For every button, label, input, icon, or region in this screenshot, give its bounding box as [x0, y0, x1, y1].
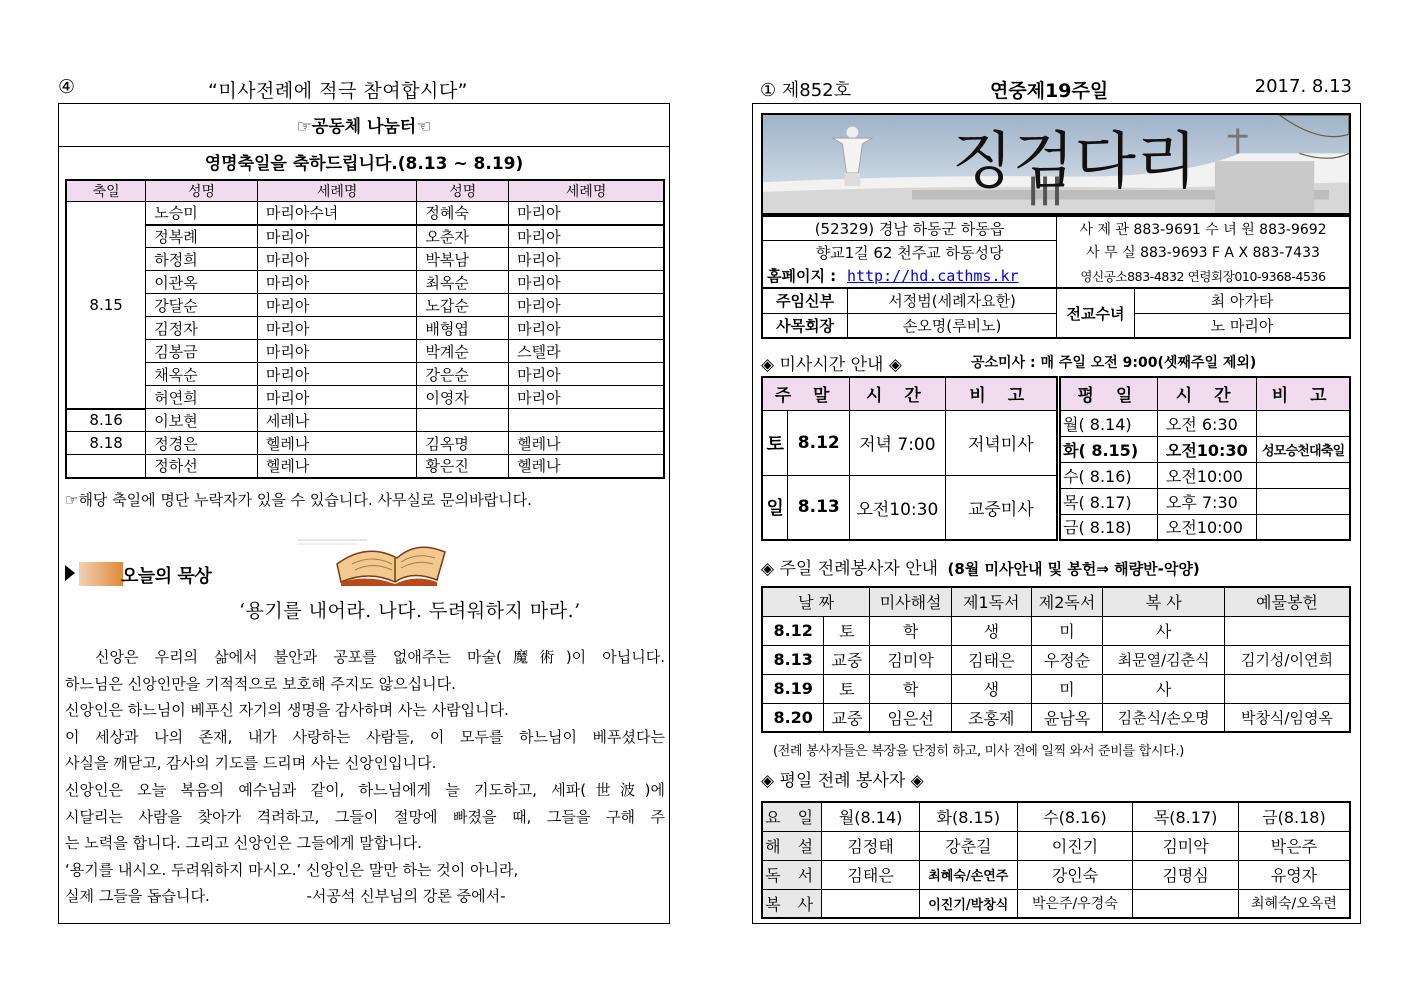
- baptismal-cell: 마리아: [509, 202, 664, 225]
- triangle-arrow-icon: [65, 565, 75, 581]
- weekday-note: [1257, 410, 1350, 436]
- header-cell: 미사해설: [870, 587, 952, 616]
- liturgical-week: 연중제19주일: [990, 80, 1109, 102]
- banner-title: 징검다리: [951, 125, 1198, 198]
- sunday-liturgy-table: [761, 586, 1351, 733]
- feast-date: 8.18: [66, 432, 146, 455]
- liturgy-cell: 최문열/김춘식: [1103, 645, 1225, 674]
- baptismal-cell: 헬레나: [509, 455, 664, 478]
- weekday-day: 월( 8.14): [1060, 410, 1157, 436]
- header-cell: 성명: [417, 180, 509, 202]
- name-cell: 최옥순: [417, 271, 509, 294]
- weekday-header-row: [1060, 377, 1350, 410]
- weekend-time: 저녁 7:00: [850, 410, 945, 475]
- weekday-liturgy-cell: 유영자: [1238, 860, 1350, 889]
- liturgy-cell: 윤남옥: [1031, 703, 1103, 732]
- name-cell: 김정자: [146, 317, 258, 340]
- table-row: [762, 410, 1057, 475]
- phone-line: 사 제 관 883-9691 수 녀 원 883-9692: [1057, 216, 1350, 240]
- table-row: [66, 202, 664, 225]
- homepage-cell: [762, 264, 1057, 288]
- feast-day-table: [65, 179, 665, 479]
- weekday-day: 수( 8.16): [1060, 462, 1157, 488]
- liturgy-cell: 학: [870, 616, 952, 645]
- name-cell: 이영자: [417, 386, 509, 409]
- table-row: [66, 248, 664, 271]
- meditation-line: 이 세상과 나의 존재, 내가 사랑하는 사람들, 이 모두를 하느님이 베푸셨다는: [65, 727, 665, 746]
- name-cell: 황은진: [417, 455, 509, 478]
- baptismal-cell: 마리아: [257, 386, 417, 409]
- liturgy-date: 8.13: [762, 645, 824, 674]
- baptismal-cell: 마리아: [509, 294, 664, 317]
- name-cell: [417, 409, 509, 432]
- liturgy-date: 8.19: [762, 674, 824, 703]
- row-label: 독 서: [762, 860, 822, 889]
- issue-date: 2017. 8.13: [1254, 76, 1352, 97]
- weekend-mass-table: [761, 376, 1058, 541]
- liturgy-type: 토: [824, 616, 870, 645]
- table-row: [1060, 436, 1350, 462]
- baptismal-cell: 마리아: [257, 317, 417, 340]
- baptismal-cell: 마리아: [257, 294, 417, 317]
- weekday-liturgy-title: ◈ 평일 전례 봉사자 ◈: [761, 771, 924, 791]
- right-page-box: [752, 103, 1361, 924]
- liturgy-date: 8.12: [762, 616, 824, 645]
- weekday-day: 금( 8.18): [1060, 514, 1157, 540]
- liturgy-cell: 사: [1103, 674, 1225, 703]
- sister-label: 전교수녀: [1057, 288, 1135, 338]
- baptismal-cell: 마리아: [509, 386, 664, 409]
- liturgy-cell: 김태은: [951, 645, 1031, 674]
- header-cell: 주 말: [762, 377, 850, 410]
- liturgy-cell: 임은선: [870, 703, 952, 732]
- meditation-quote: ‘용기를 내어라. 나다. 두려워하지 마라.’: [239, 600, 581, 622]
- address-line: 향교1길 62 천주교 하동성당: [762, 240, 1057, 264]
- homepage-label: 홈페이지 :: [767, 267, 837, 285]
- header-cell: 월(8.14): [822, 802, 920, 831]
- name-cell: 이관옥: [146, 271, 258, 294]
- name-cell: 정하선: [146, 455, 258, 478]
- name-cell: 배형엽: [417, 317, 509, 340]
- header-cell: 세례명: [509, 180, 664, 202]
- book-icon: [297, 534, 447, 586]
- weekday-time: 오전10:30: [1157, 436, 1256, 462]
- weekday-liturgy-cell: 박은주: [1238, 831, 1350, 860]
- table-row: [66, 409, 664, 432]
- name-cell: 노갑순: [417, 294, 509, 317]
- meditation-line: 사실을 깨닫고, 감사의 기도를 드리며 사는 신앙인입니다.: [65, 754, 437, 773]
- header-cell: 날 짜: [762, 587, 870, 616]
- phone-line: 사 무 실 883-9693 F A X 883-7433: [1057, 240, 1350, 264]
- table-row: [66, 340, 664, 363]
- newsletter-banner: [761, 113, 1351, 215]
- name-cell: 하정희: [146, 248, 258, 271]
- meditation-body: [65, 644, 665, 910]
- header-cell: 세례명: [257, 180, 417, 202]
- name-cell: 오춘자: [417, 225, 509, 248]
- sister-name: 노 마리아: [1134, 313, 1350, 338]
- liturgy-cell: 우정순: [1031, 645, 1103, 674]
- liturgy-cell: 생: [951, 674, 1031, 703]
- weekday-liturgy-cell: 최혜숙/오옥련: [1238, 889, 1350, 918]
- name-cell: 이보현: [146, 409, 258, 432]
- name-cell: 채옥순: [146, 363, 258, 386]
- parish-info-table: [761, 215, 1351, 339]
- baptismal-cell: 마리아: [509, 317, 664, 340]
- name-cell: 김봉금: [146, 340, 258, 363]
- meditation-line: 하느님은 신앙인만을 기적적으로 보호해 주지도 않으십니다.: [65, 674, 456, 693]
- mass-time-title: ◈ 미사시간 안내 ◈: [761, 355, 902, 375]
- liturgy-type: 교중: [824, 703, 870, 732]
- meditation-line: 신앙인은 하느님이 베푸신 자기의 생명을 감사하며 사는 사람입니다.: [65, 701, 509, 720]
- weekend-day: 일: [762, 475, 788, 540]
- weekday-time: 오후 7:30: [1157, 488, 1256, 514]
- table-row: [762, 616, 1350, 645]
- weekday-time: 오전10:00: [1157, 462, 1256, 488]
- weekend-day: 토: [762, 410, 788, 475]
- table-row: [66, 386, 664, 409]
- liturgy-cell: 조홍제: [951, 703, 1031, 732]
- table-row: [762, 240, 1350, 264]
- mission-mass-note: 공소미사 : 매 주일 오전 9:00(셋째주일 제외): [971, 355, 1257, 371]
- weekday-liturgy-cell: 김정태: [822, 831, 920, 860]
- feast-date: 8.16: [66, 409, 146, 432]
- liturgy-type: 토: [824, 674, 870, 703]
- table-row: [762, 313, 1350, 338]
- name-cell: 노승미: [146, 202, 258, 225]
- weekend-note: 교중미사: [945, 475, 1057, 540]
- table-row: [66, 225, 664, 248]
- liturgy-cell: 김미악: [870, 645, 952, 674]
- liturgy-date: 8.20: [762, 703, 824, 732]
- council-name: 손오명(루비노): [848, 313, 1057, 338]
- header-cell: 복 사: [1103, 587, 1225, 616]
- table-row: [66, 317, 664, 340]
- meditation-line: 신앙인은 오늘 복음의 예수님과 같이, 하느님에게 늘 기도하고, 세파(世波)에: [65, 780, 665, 799]
- meditation-label: [63, 559, 233, 589]
- table-row: [762, 288, 1350, 313]
- weekday-liturgy-table: [761, 801, 1351, 919]
- header-cell: 비 고: [1257, 377, 1350, 410]
- meditation-line: 신앙은 우리의 삶에서 불안과 공포를 없애주는 마술(魔術)이 아닙니다.: [95, 648, 665, 666]
- feast-header-row: [66, 180, 664, 202]
- weekday-liturgy-cell: 강인숙: [1017, 860, 1133, 889]
- table-row: [762, 703, 1350, 732]
- sunday-liturgy-heading: ◈ 주일 전례봉사자 안내: [761, 559, 939, 579]
- table-row: [762, 475, 1057, 540]
- community-title: ☞공동체 나눔터☜: [296, 117, 432, 137]
- header-cell: 화(8.15): [919, 802, 1017, 831]
- name-cell: 정경은: [146, 432, 258, 455]
- weekday-liturgy-cell: 이진기: [1017, 831, 1133, 860]
- divider: [59, 146, 669, 147]
- baptismal-cell: 마리아수녀: [257, 202, 417, 225]
- weekday-liturgy-cell: 강춘길: [919, 831, 1017, 860]
- liturgy-type: 교중: [824, 645, 870, 674]
- baptismal-cell: 마리아: [257, 340, 417, 363]
- name-cell: 박복남: [417, 248, 509, 271]
- baptismal-cell: 스텔라: [509, 340, 664, 363]
- weekday-note: [1257, 462, 1350, 488]
- header-cell: 예물봉헌: [1224, 587, 1350, 616]
- baptismal-cell: 마리아: [257, 248, 417, 271]
- header-cell: 제2독서: [1031, 587, 1103, 616]
- sunday-liturgy-sub: (8월 미사안내 및 봉헌⇒ 해량반-악양): [947, 560, 1200, 578]
- weekday-liturgy-cell: 이진기/박창식: [919, 889, 1017, 918]
- header-cell: 비 고: [945, 377, 1057, 410]
- weekday-liturgy-cell: 최혜숙/손연주: [919, 860, 1017, 889]
- weekend-time: 오전10:30: [850, 475, 945, 540]
- header-cell: 평 일: [1060, 377, 1157, 410]
- liturgy-cell: [1224, 674, 1350, 703]
- header-cell: 시 간: [1157, 377, 1256, 410]
- baptismal-cell: 마리아: [509, 271, 664, 294]
- weekday-note: 성모승천대축일: [1257, 436, 1350, 462]
- meditation-line: ‘용기를 내시오. 두려워하지 마시오.’ 신앙인은 말만 하는 것이 아니라,: [65, 860, 519, 879]
- meditation-source: -서공석 신부님의 강론 중에서-: [306, 887, 506, 906]
- baptismal-cell: 세레나: [257, 409, 417, 432]
- liturgy-cell: 학: [870, 674, 952, 703]
- name-cell: 허연희: [146, 386, 258, 409]
- table-row: [66, 294, 664, 317]
- meditation-line: 실제 그들을 돕습니다.: [65, 887, 210, 906]
- header-cell: 성명: [146, 180, 258, 202]
- row-label: 복 사: [762, 889, 822, 918]
- header-cell: 금(8.18): [1238, 802, 1350, 831]
- header-cell: 목(8.17): [1133, 802, 1239, 831]
- council-label: 사목회장: [762, 313, 848, 338]
- meditation-line: 는 노력을 합니다. 그리고 신앙인은 그들에게 말합니다.: [65, 834, 422, 853]
- weekday-time: 오전 6:30: [1157, 410, 1256, 436]
- weekday-liturgy-cell: 김태은: [822, 860, 920, 889]
- baptismal-cell: 마리아: [257, 363, 417, 386]
- liturgy-note: (전례 봉사자들은 복장을 단정히 하고, 미사 전에 일찍 와서 준비를 합시다.): [773, 744, 1185, 759]
- sister-name: 최 아가타: [1134, 288, 1350, 313]
- baptismal-cell: 헬레나: [509, 432, 664, 455]
- meditation-last-line: [65, 883, 665, 910]
- homepage-link[interactable]: http://hd.cathms.kr: [846, 267, 1019, 285]
- liturgy-header-row: [762, 587, 1350, 616]
- table-row: [66, 363, 664, 386]
- table-row: [762, 860, 1350, 889]
- weekday-mass-table: [1059, 376, 1351, 541]
- liturgy-cell: 미: [1031, 616, 1103, 645]
- baptismal-cell: 마리아: [509, 363, 664, 386]
- pastor-name: 서정범(세례자요한): [848, 288, 1057, 313]
- name-cell: 정혜숙: [417, 202, 509, 225]
- baptismal-cell: [509, 409, 664, 432]
- table-row: [762, 264, 1350, 288]
- table-row: [762, 889, 1350, 918]
- weekday-liturgy-cell: [1133, 889, 1239, 918]
- issue-number: ① 제852호: [760, 80, 851, 101]
- weekday-day: 목( 8.17): [1060, 488, 1157, 514]
- weekend-header-row: [762, 377, 1057, 410]
- feast-date: [66, 455, 146, 478]
- feast-title: 영명축일을 축하드립니다.(8.13 ~ 8.19): [204, 154, 524, 174]
- left-page-box: [58, 103, 670, 924]
- baptismal-cell: 마리아: [257, 271, 417, 294]
- header-cell: 수(8.16): [1017, 802, 1133, 831]
- meditation-bar: [79, 562, 123, 586]
- header-cell: 제1독서: [951, 587, 1031, 616]
- table-row: [1060, 488, 1350, 514]
- left-page-header: [58, 76, 668, 102]
- name-cell: 박계순: [417, 340, 509, 363]
- page-slogan: “미사전례에 적극 참여합시다”: [208, 80, 469, 102]
- weekday-time: 오전10:00: [1157, 514, 1256, 540]
- phone-line: 영신공소883-4832 연령회장010-9368-4536: [1057, 264, 1350, 288]
- liturgy-cell: [1224, 616, 1350, 645]
- pastor-label: 주임신부: [762, 288, 848, 313]
- feast-note: ☞해당 축일에 명단 누락자가 있을 수 있습니다. 사무실로 문의바랍니다.: [65, 491, 532, 509]
- liturgy-cell: 미: [1031, 674, 1103, 703]
- baptismal-cell: 헬레나: [257, 432, 417, 455]
- right-page-header: [760, 76, 1352, 102]
- header-cell: 시 간: [850, 377, 945, 410]
- table-row: [1060, 462, 1350, 488]
- weekday-liturgy-cell: 김미악: [1133, 831, 1239, 860]
- sunday-liturgy-title: [761, 554, 1200, 579]
- meditation-line: 시달리는 사람을 찾아가 격려하고, 그들이 절망에 빠졌을 때, 그들을 구해 주: [65, 807, 665, 826]
- weekday-liturgy-cell: 박은주/우경숙: [1017, 889, 1133, 918]
- table-row: [66, 271, 664, 294]
- weekday-day: 화( 8.15): [1060, 436, 1157, 462]
- weekend-date: 8.13: [788, 475, 850, 540]
- weekday-note: [1257, 514, 1350, 540]
- name-cell: 김옥명: [417, 432, 509, 455]
- header-cell: 요 일: [762, 802, 822, 831]
- feast-date: 8.15: [66, 202, 146, 409]
- weekday-note: [1257, 488, 1350, 514]
- table-row: [1060, 410, 1350, 436]
- header-cell: 축일: [66, 180, 146, 202]
- name-cell: 강달순: [146, 294, 258, 317]
- liturgy-cell: 생: [951, 616, 1031, 645]
- weekday-liturgy-cell: 김명심: [1133, 860, 1239, 889]
- weekend-date: 8.12: [788, 410, 850, 475]
- weekday-liturgy-cell: [822, 889, 920, 918]
- table-row: [66, 432, 664, 455]
- table-row: [762, 674, 1350, 703]
- liturgy-cell: 김기성/이연희: [1224, 645, 1350, 674]
- table-row: [762, 216, 1350, 240]
- name-cell: 강은순: [417, 363, 509, 386]
- table-row: [762, 645, 1350, 674]
- row-label: 해 설: [762, 831, 822, 860]
- baptismal-cell: 헬레나: [257, 455, 417, 478]
- liturgy-cell: 박창식/임영옥: [1224, 703, 1350, 732]
- meditation-label-text: 오늘의 묵상: [121, 566, 212, 587]
- baptismal-cell: 마리아: [509, 225, 664, 248]
- table-row: [1060, 514, 1350, 540]
- table-row: [762, 831, 1350, 860]
- table-row: [66, 455, 664, 478]
- page-number: ④: [58, 76, 76, 98]
- weekday-liturgy-header-row: [762, 802, 1350, 831]
- address-line: (52329) 경남 하동군 하동읍: [762, 216, 1057, 240]
- name-cell: 정복례: [146, 225, 258, 248]
- liturgy-cell: 김춘식/손오명: [1103, 703, 1225, 732]
- baptismal-cell: 마리아: [509, 248, 664, 271]
- weekend-note: 저녁미사: [945, 410, 1057, 475]
- liturgy-cell: 사: [1103, 616, 1225, 645]
- baptismal-cell: 마리아: [257, 225, 417, 248]
